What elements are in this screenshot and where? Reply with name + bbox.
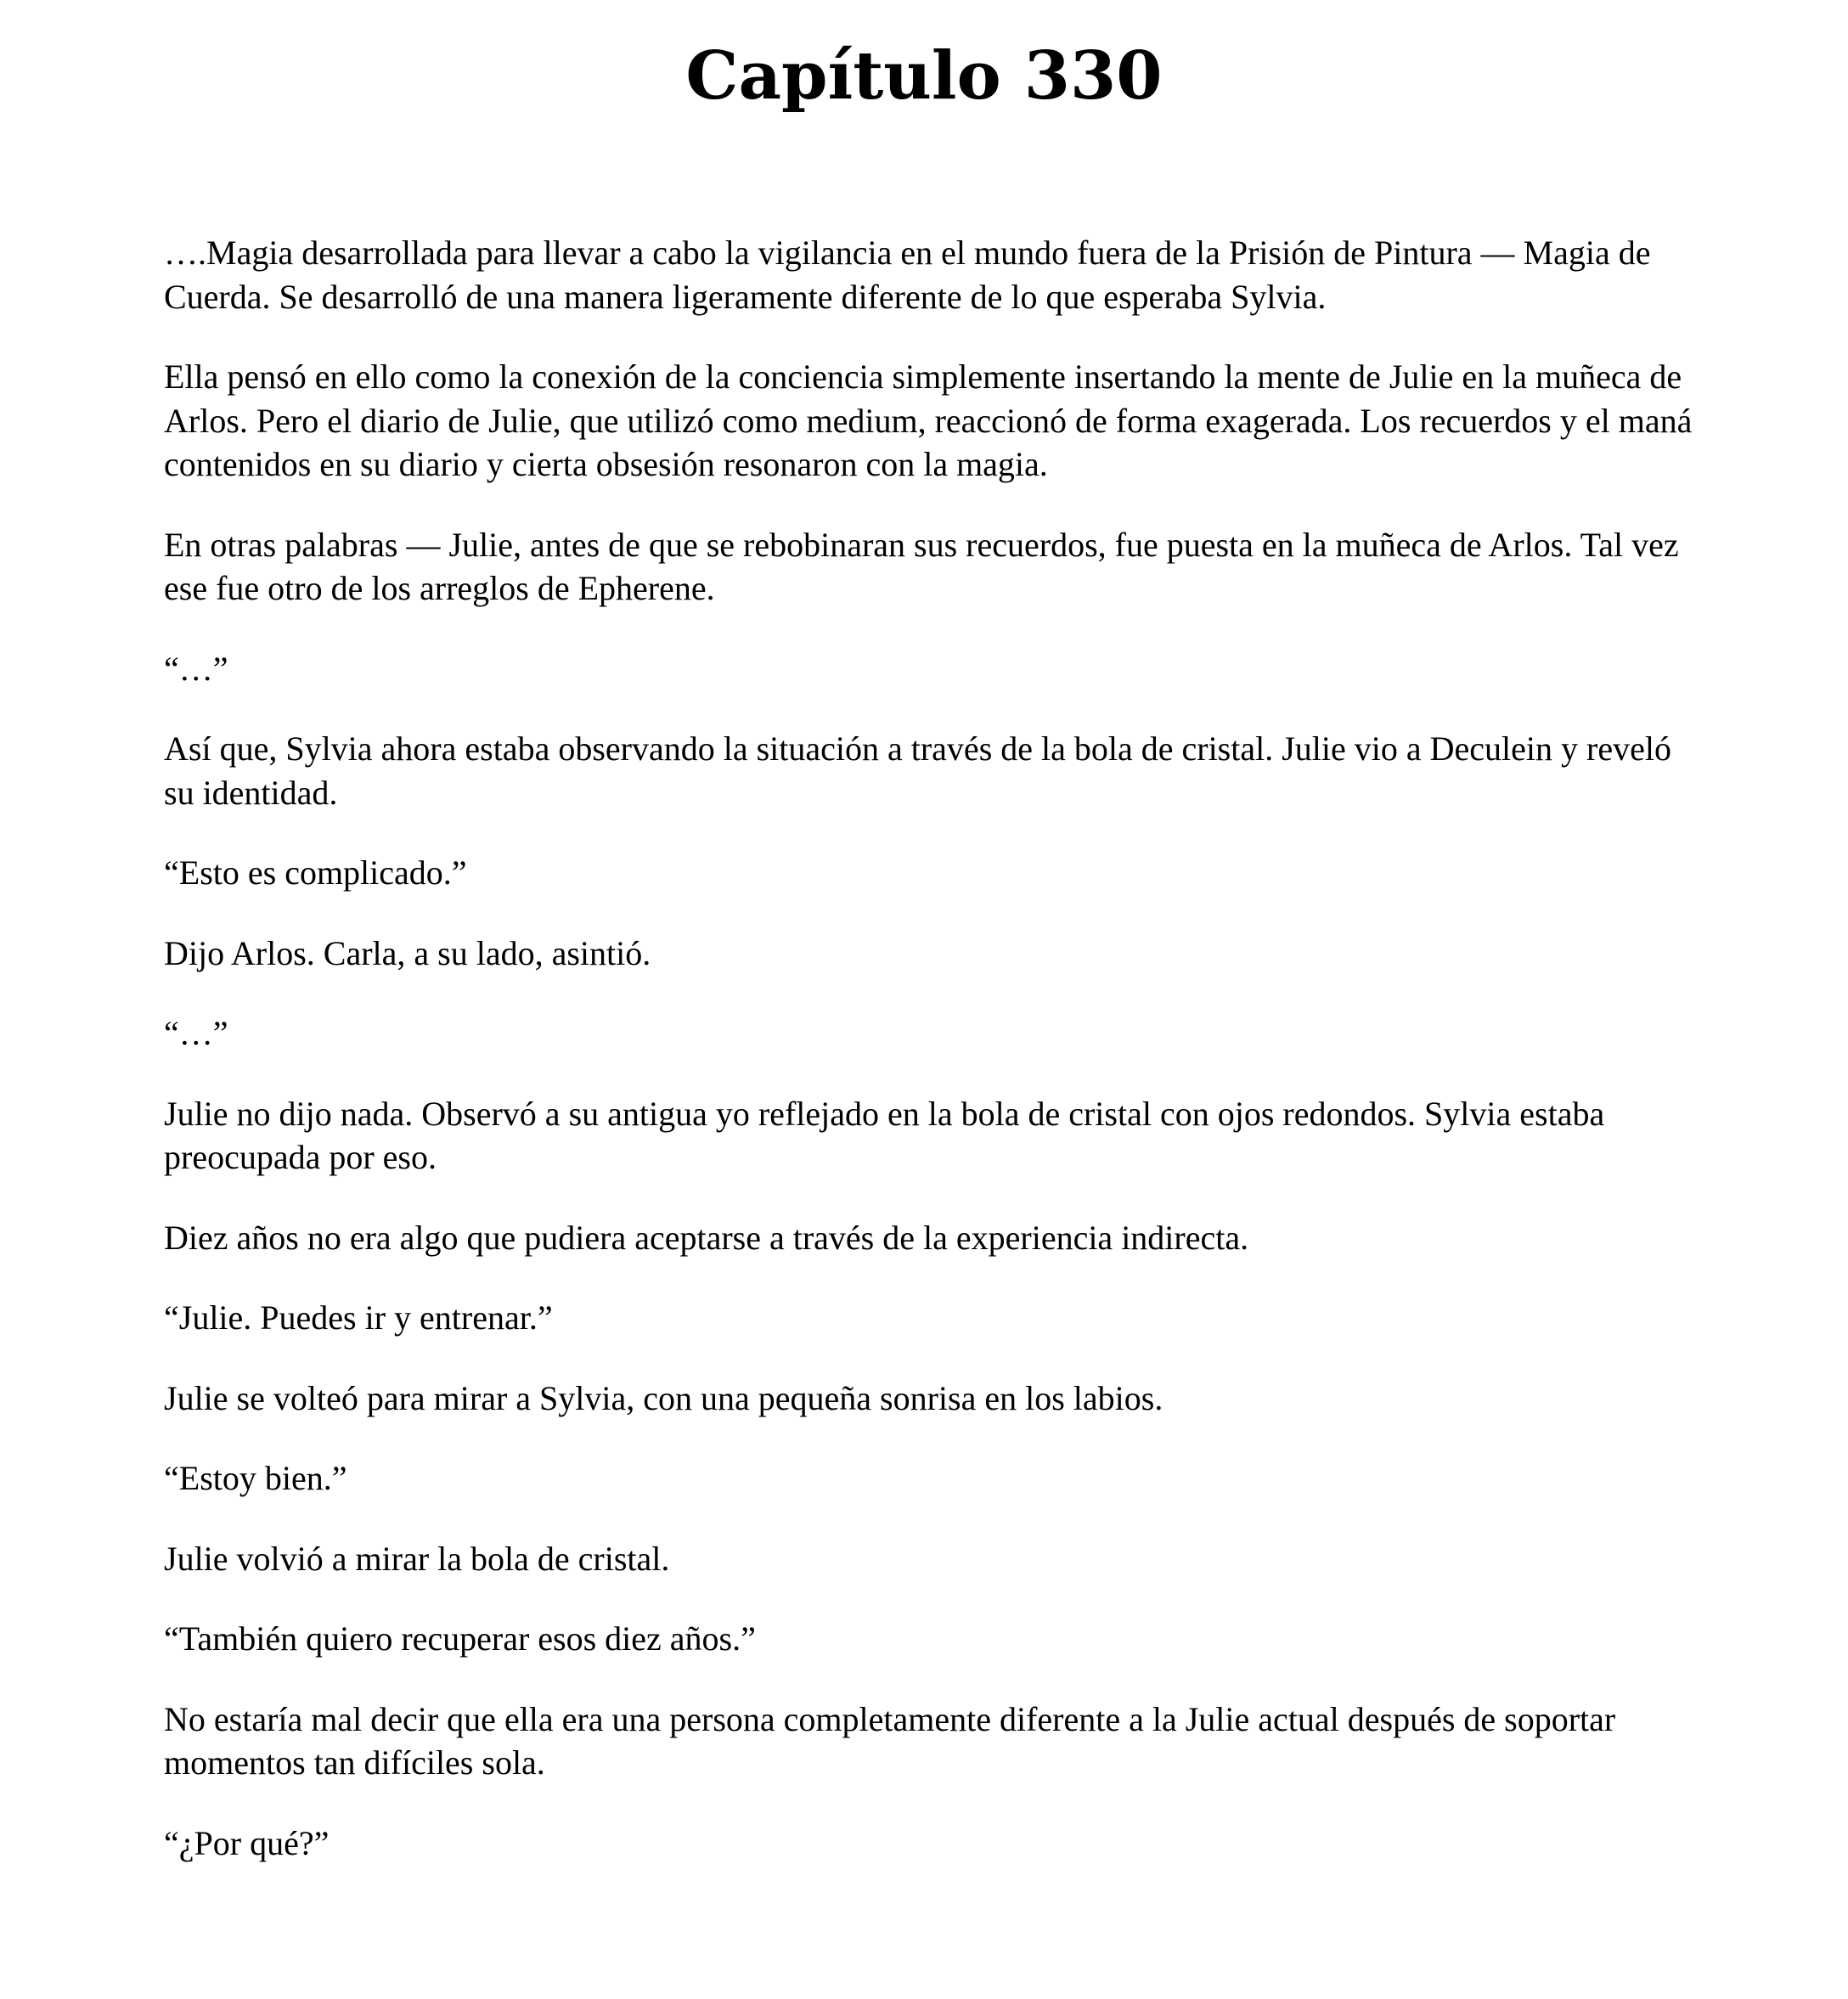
paragraph: Diez años no era algo que pudiera aceptarse a través de la experiencia indirecta. [164,1218,1249,1257]
paragraph: Dijo Arlos. Carla, a su lado, asintió. [164,933,651,972]
dialogue-line: “…” [164,649,228,688]
dialogue-line: “Estoy bien.” [164,1459,347,1497]
paragraph: Julie volvió a mirar la bola de cristal. [164,1539,670,1578]
paragraph: Julie se volteó para mirar a Sylvia, con una pequeña sonrisa en los labios. [164,1378,1163,1417]
dialogue-line: “También quiero recuperar esos diez años.” [164,1619,756,1658]
paragraph: Julie no dijo nada. Observó a su antigua yo reflejado en la bola de cristal con ojos redondos. Sylvia estaba preocupada por eso. [164,1094,1605,1176]
paragraph: Así que, Sylvia ahora estaba observando la situación a través de la bola de cristal. Julie vio a Deculein y reveló su identidad. [164,729,1671,812]
paragraph: En otras palabras — Julie, antes de que se rebobinaran sus recuerdos, fue puesta en la muñeca de Arlos. Tal vez ese fue otro de los arreglos de Epherene. [164,525,1679,607]
paragraph: No estaría mal decir que ella era una persona completamente diferente a la Julie actual después de soportar momentos tan difíciles sola. [164,1699,1616,1782]
dialogue-line: “Julie. Puedes ir y entrenar.” [164,1298,553,1337]
chapter-title: Capítulo 330 [685,37,1163,115]
dialogue-line: “Esto es complicado.” [164,853,467,892]
chapter-body [164,231,1701,1901]
dialogue-line: “¿Por qué?” [164,1823,330,1862]
paragraph: Ella pensó en ello como la conexión de la conciencia simplemente insertando la mente de Julie en la muñeca de Arlos. Pero el diario de Julie, que utilizó como medium, reaccionó de forma exagerada. Los recuerdos y el maná contenidos en su diario y cierta obsesión resonaron con la magia. [164,358,1693,483]
dialogue-line: “…” [164,1014,228,1052]
paragraph: ….Magia desarrollada para llevar a cabo la vigilancia en el mundo fuera de la Prisión de Pintura — Magia de Cuerda. Se desarrolló de una manera ligeramente diferente de lo que esperaba Sylvia. [164,234,1651,316]
